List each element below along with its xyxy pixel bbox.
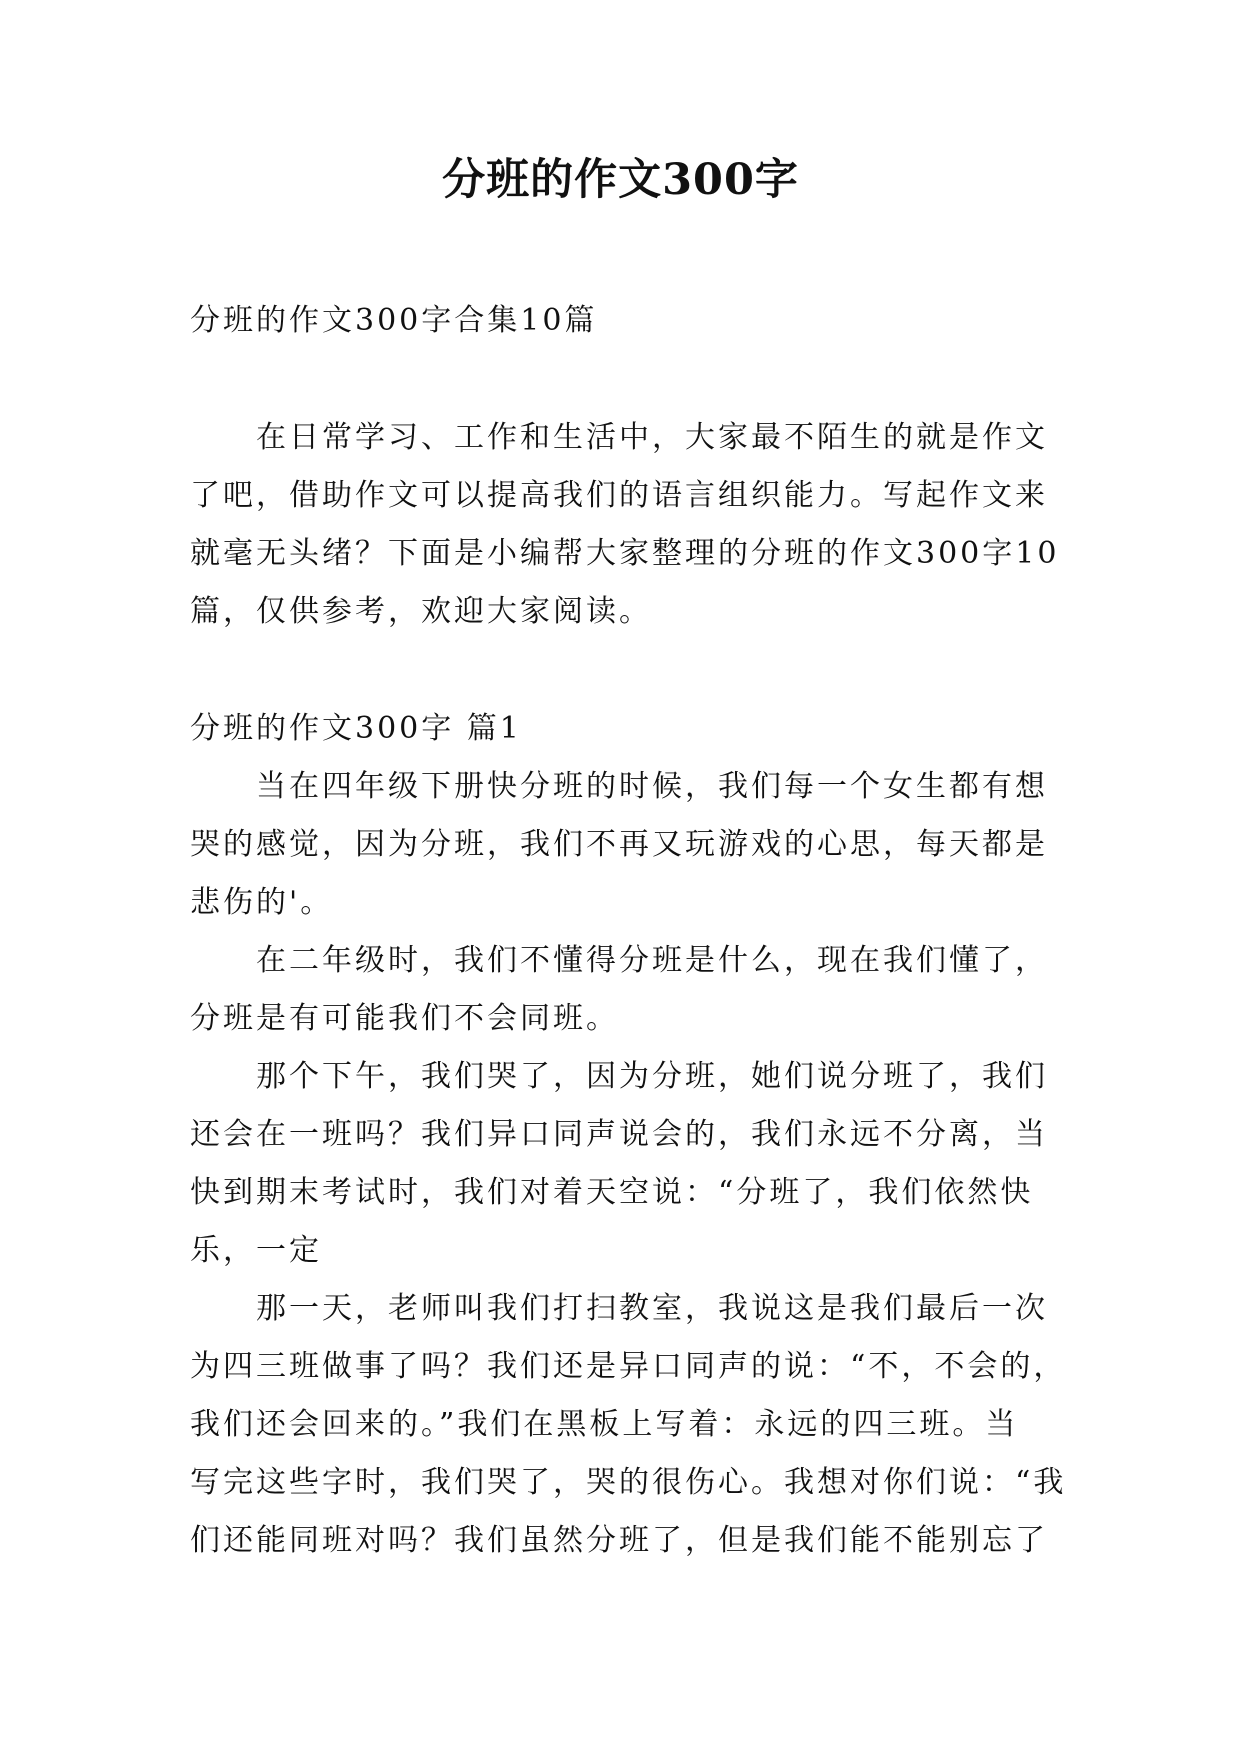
- body-line: 们还能同班对吗？我们虽然分班了，但是我们能不能别忘了: [190, 1523, 1048, 1558]
- body-line: 分班是有可能我们不会同班。: [190, 1001, 619, 1036]
- spacer: [190, 641, 1060, 700]
- body-line: 哭的感觉，因为分班，我们不再又玩游戏的心思，每天都是: [190, 827, 1048, 862]
- body-line: 乐，一定: [190, 1233, 322, 1268]
- intro-line: 在日常学习、工作和生活中，大家最不陌生的就是作文: [190, 420, 1048, 455]
- intro-line: 了吧，借助作文可以提高我们的语言组织能力。写起作文来: [190, 478, 1048, 513]
- body-line: 为四三班做事了吗？我们还是异口同声的说：“不，不会的，: [190, 1349, 1067, 1384]
- body-line: 那个下午，我们哭了，因为分班，她们说分班了，我们: [190, 1059, 1048, 1094]
- document-title: 分班的作文300字: [442, 155, 799, 205]
- document-subtitle: 分班的作文300字合集10篇: [190, 303, 598, 338]
- spacer: [190, 350, 1060, 409]
- intro-line: 就毫无头绪？下面是小编帮大家整理的分班的作文300字10: [190, 536, 1060, 571]
- body-line: 当在四年级下册快分班的时候，我们每一个女生都有想: [190, 769, 1048, 804]
- body-line: 快到期末考试时，我们对着天空说：“分班了，我们依然快: [190, 1175, 1034, 1210]
- body-line: 在二年级时，我们不懂得分班是什么，现在我们懂了，: [190, 943, 1048, 978]
- body-line: 还会在一班吗？我们异口同声说会的，我们永远不分离，当: [190, 1117, 1048, 1152]
- body-line: 我们还会回来的。”我们在黑板上写着：永远的四三班。当: [190, 1407, 1019, 1442]
- intro-line: 篇，仅供参考，欢迎大家阅读。: [190, 594, 652, 629]
- section-heading: 分班的作文300字 篇1: [190, 711, 522, 746]
- document-body: [190, 292, 1067, 1570]
- body-line: 那一天，老师叫我们打扫教室，我说这是我们最后一次: [190, 1291, 1048, 1326]
- body-line: 悲伤的'。: [190, 885, 334, 920]
- body-line: 写完这些字时，我们哭了，哭的很伤心。我想对你们说：“我: [190, 1465, 1067, 1500]
